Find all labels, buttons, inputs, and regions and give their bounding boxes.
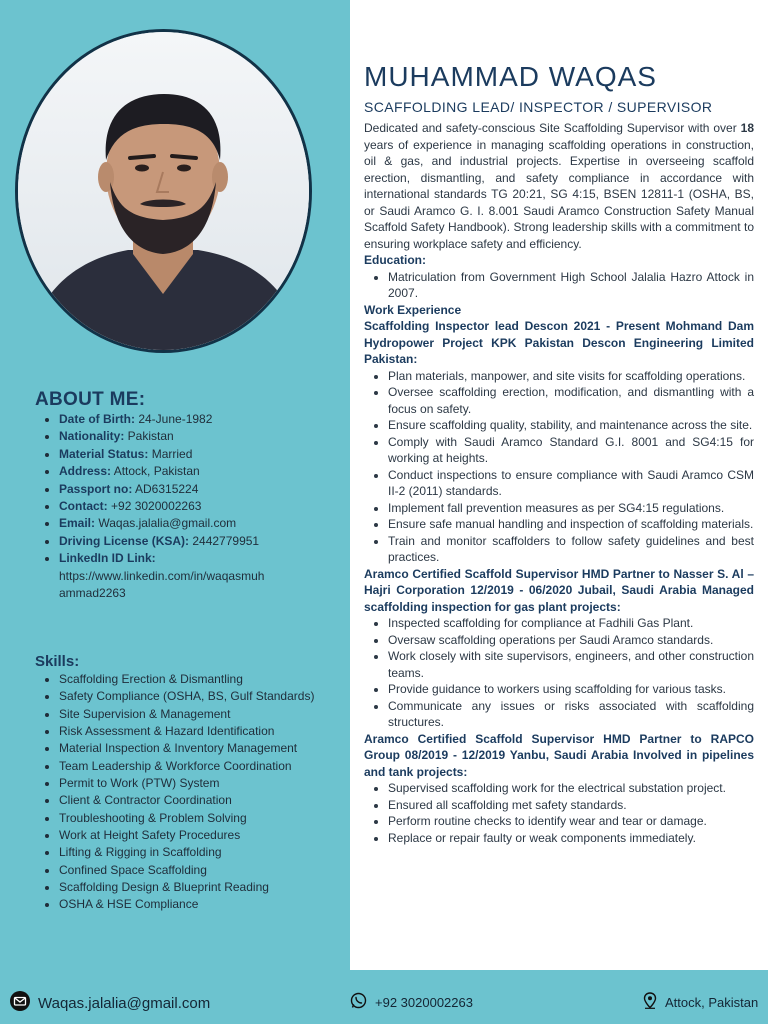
resume-content — [364, 120, 754, 846]
job-duty-item: • Ensure safe manual handling and inspection of scaffolding materials. — [388, 516, 754, 533]
job-duty-item: • Implement fall prevention measures as per SG4:15 regulations. — [388, 500, 754, 517]
job-duty-item: • Inspected scaffolding for compliance at Fadhili Gas Plant. — [388, 615, 754, 632]
job-duty-item: • Communicate any issues or risks associated with scaffolding structures. — [388, 698, 754, 731]
job-duty-item: • Work closely with site supervisors, engineers, and other construction teams. — [388, 648, 754, 681]
skill-item: • OSHA & HSE Compliance — [59, 896, 326, 913]
skill-item: • Site Supervision & Management — [59, 706, 326, 723]
skill-item: • Permit to Work (PTW) System — [59, 775, 326, 792]
education-heading: Education: — [364, 253, 426, 267]
job-duty-item: • Supervised scaffolding work for the electrical substation project. — [388, 780, 754, 797]
footer-phone-text: +92 3020002263 — [375, 994, 473, 1010]
whatsapp-phone-icon — [350, 992, 367, 1012]
experience-heading: Work Experience — [364, 302, 462, 317]
candidate-title: SCAFFOLDING LEAD/ INSPECTOR / SUPERVISOR — [364, 99, 713, 115]
job-duty-item: • Comply with Saudi Aramco Standard G.I. 8001 and SG4:15 for working at heights. — [388, 434, 754, 467]
skill-item: • Team Leadership & Workforce Coordination — [59, 758, 326, 775]
footer-email-text: Waqas.jalalia@gmail.com — [38, 994, 211, 1012]
about-list — [40, 411, 330, 602]
map-pin-icon — [643, 992, 657, 1012]
job-duty-item: • Oversaw scaffolding operations per Saudi Aramco standards. — [388, 632, 754, 649]
portrait-illustration — [18, 32, 309, 350]
job-duties-list — [364, 780, 754, 846]
profile-photo — [15, 29, 312, 353]
linkedin-link-line1[interactable]: https://www.linkedin.com/in/waqasmuh — [59, 568, 265, 583]
candidate-name: MUHAMMAD WAQAS — [364, 61, 657, 92]
about-item-nationality: • Nationality: Pakistan — [59, 428, 330, 445]
skills-heading: Skills: — [35, 653, 80, 670]
job-title: Aramco Certified Scaffold Supervisor HMD Partner to Nasser S. Al – Hajri Corporation 12/2019 - 06/2020 Jubail, Saudi Arabia Managed scaffolding inspection for gas plant projects: — [364, 566, 754, 614]
skill-item: • Safety Compliance (OSHA, BS, Gulf Standards) — [59, 688, 326, 705]
footer-location — [643, 992, 758, 1012]
skill-item: • Scaffolding Erection & Dismantling — [59, 671, 326, 688]
education-item: • Matriculation from Government High School Jalalia Hazro Attock in 2007. — [388, 269, 754, 302]
skill-item: • Lifting & Rigging in Scaffolding — [59, 844, 326, 861]
job-duty-item: • Conduct inspections to ensure compliance with Saudi Aramco CSM II-2 (2011) standards. — [388, 467, 754, 500]
job-duty-item: • Train and monitor scaffolders to follow safety guidelines and best practices. — [388, 533, 754, 566]
job-title: Aramco Certified Scaffold Supervisor HMD Partner to RAPCO Group 08/2019 - 12/2019 Yanbu, Saudi Arabia Involved in pipelines and tank projects: — [364, 731, 754, 779]
about-item-driving-license: • Driving License (KSA): 2442779951 — [59, 533, 330, 550]
footer-phone[interactable] — [350, 992, 473, 1012]
skills-list — [40, 671, 326, 914]
skill-item: • Confined Space Scaffolding — [59, 862, 326, 879]
linkedin-link-line2[interactable]: ammad2263 — [59, 586, 126, 601]
job-duty-item: • Ensure scaffolding quality, stability, and maintenance across the site. — [388, 417, 754, 434]
about-item-email: • Email: Waqas.jalalia@gmail.com — [59, 515, 330, 532]
about-item-address: • Address: Attock, Pakistan — [59, 463, 330, 480]
job-duty-item: • Oversee scaffolding erection, modification, and dismantling with a focus on safety. — [388, 384, 754, 417]
skill-item: • Material Inspection & Inventory Management — [59, 740, 326, 757]
job-title: Scaffolding Inspector lead Descon 2021 - Present Mohmand Dam Hydropower Project KPK Pakistan Descon Engineering Limited Pakistan: — [364, 319, 754, 366]
about-item-dob: • Date of Birth: 24-June-1982 — [59, 411, 330, 428]
job-duty-item: • Plan materials, manpower, and site visits for scaffolding operations. — [388, 368, 754, 385]
about-item-passport: • Passport no: AD6315224 — [59, 481, 330, 498]
footer-location-text: Attock, Pakistan — [665, 994, 759, 1010]
job-duty-item: • Replace or repair faulty or weak components immediately. — [388, 830, 754, 847]
about-heading: ABOUT ME: — [35, 389, 146, 410]
skill-item: • Client & Contractor Coordination — [59, 792, 326, 809]
job-duty-item: • Provide guidance to workers using scaffolding for various tasks. — [388, 681, 754, 698]
skill-item: • Risk Assessment & Hazard Identification — [59, 723, 326, 740]
about-item-marital-status: • Material Status: Married — [59, 446, 330, 463]
job-duties-list — [364, 615, 754, 731]
summary-paragraph: Dedicated and safety-conscious Site Scaffolding Supervisor with over 18 years of experience in managing scaffolding operations in construction, oil & gas, and industrial projects. Expertise in overseeing scaffold erection, dismantling, and safety compliance in accordance with international standards TG 20:21, SG 4:15, BSEN 12811-1 (OSHA, BS, or Saudi Aramco G. I. 8.001 Saudi Aramco Construction Safety Manual Scaffold Safety Handbook). Strong leadership skills with a commitment to ensuring workplace safety and efficiency. — [364, 121, 754, 251]
envelope-icon — [10, 991, 30, 1015]
skill-item: • Work at Height Safety Procedures — [59, 827, 326, 844]
about-item-contact: • Contact: +92 3020002263 — [59, 498, 330, 515]
skill-item: • Troubleshooting & Problem Solving — [59, 810, 326, 827]
job-duty-item: • Perform routine checks to identify wear and tear or damage. — [388, 813, 754, 830]
footer-email[interactable] — [10, 991, 210, 1015]
job-duty-item: • Ensured all scaffolding met safety standards. — [388, 797, 754, 814]
job-duties-list — [364, 368, 754, 566]
education-list — [364, 269, 754, 302]
skill-item: • Scaffolding Design & Blueprint Reading — [59, 879, 326, 896]
experience-jobs — [364, 318, 754, 846]
about-item-linkedin: • LinkedIn ID Link: https://www.linkedin.com/in/waqasmuh ammad2263 — [59, 550, 330, 602]
